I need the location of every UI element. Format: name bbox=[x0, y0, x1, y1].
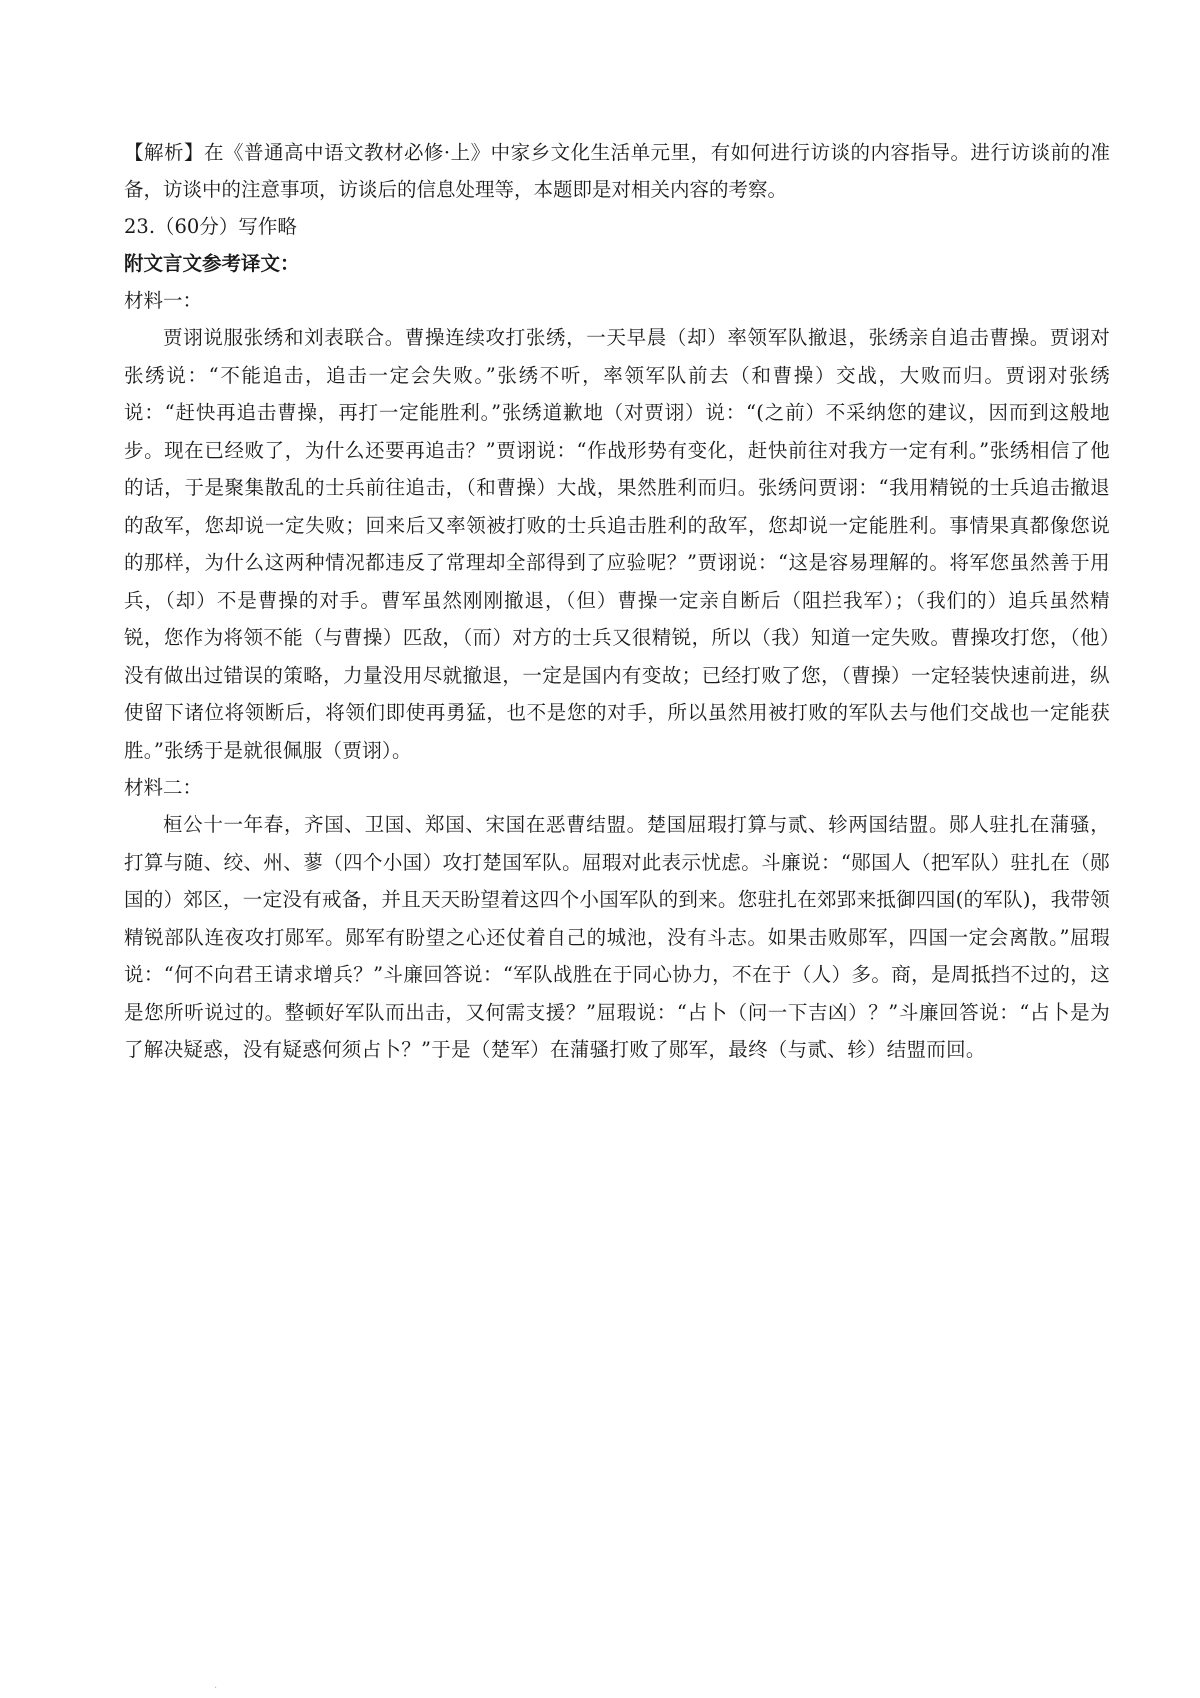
material-1-title: 材料一： bbox=[124, 289, 203, 312]
material-2-title: 材料二： bbox=[124, 776, 203, 799]
appendix-heading: 附文言文参考译文： bbox=[124, 252, 300, 275]
footer-mark: · bbox=[214, 1683, 218, 1694]
analysis-paragraph bbox=[124, 134, 1110, 208]
material-2-text: 桓公十一年春，齐国、卫国、郑国、宋国在恶曹结盟。楚国屈瑕打算与贰、轸两国结盟。郧人驻扎在蒲骚，打算与随、绞、州、蓼（四个小国）攻打楚国军队。屈瑕对此表示忧虑。斗廉说：“郧国人（把军队）驻扎在（郧国的）郊区，一定没有戒备，并且天天盼望着这四个小国军队的到来。您驻扎在郊郢来抵御四国(的军队)，我带领精锐部队连夜攻打郧军。郧军有盼望之心还仗着自己的城池，没有斗志。如果击败郧军，四国一定会离散。”屈瑕说：“何不向君王请求增兵？”斗廉回答说：“军队战胜在于同心协力，不在于（人）多。商，是周抵挡不过的，这是您所听说过的。整顿好军队而出击，又何需支援？”屈瑕说：“占卜（问一下吉凶）？”斗廉回答说：“占卜是为了解决疑惑，没有疑惑何须占卜？”于是（楚军）在蒲骚打败了郧军，最终（与贰、轸）结盟而回。 bbox=[124, 813, 1111, 1061]
analysis-label: 【解析】 bbox=[124, 141, 204, 164]
document-page bbox=[124, 134, 1110, 1069]
material-1-text: 贾诩说服张绣和刘表联合。曹操连续攻打张绣，一天早晨（却）率领军队撤退，张绣亲自追击曹操。贾诩对张绣说：“不能追击，追击一定会失败。”张绣不听，率领军队前去（和曹操）交战，大败而归。贾诩对张绣说：“赶快再追击曹操，再打一定能胜利。”张绣道歉地（对贾诩）说：“(之前）不采纳您的建议，因而到这般地步。现在已经败了，为什么还要再追击？”贾诩说：“作战形势有变化，赶快前往对我方一定有利。”张绣相信了他的话，于是聚集散乱的士兵前往追击，（和曹操）大战，果然胜利而归。张绣问贾诩：“我用精锐的士兵追击撤退的敌军，您却说一定失败；回来后又率领被打败的士兵追击胜利的敌军，您却说一定能胜利。事情果真都像您说的那样，为什么这两种情况都违反了常理却全部得到了应验呢？”贾诩说：“这是容易理解的。将军您虽然善于用兵，（却）不是曹操的对手。曹军虽然刚刚撤退，（但）曹操一定亲自断后（阻拦我军）；（我们的）追兵虽然精锐，您作为将领不能（与曹操）匹敌，（而）对方的士兵又很精锐，所以（我）知道一定失败。曹操攻打您，（他）没有做出过错误的策略，力量没用尽就撤退，一定是国内有变故；已经打败了您，（曹操）一定轻装快速前进，纵使留下诸位将领断后，将领们即使再勇猛，也不是您的对手，所以虽然用被打败的军队去与他们交战也一定能获胜。”张绣于是就很佩服（贾诩）。 bbox=[124, 326, 1110, 762]
question-23: 23.（60分）写作略 bbox=[124, 215, 297, 238]
analysis-text: 在《普通高中语文教材必修·上》中家乡文化生活单元里，有如何进行访谈的内容指导。进行访谈前的准备，访谈中的注意事项，访谈后的信息处理等，本题即是对相关内容的考察。 bbox=[124, 141, 1110, 201]
